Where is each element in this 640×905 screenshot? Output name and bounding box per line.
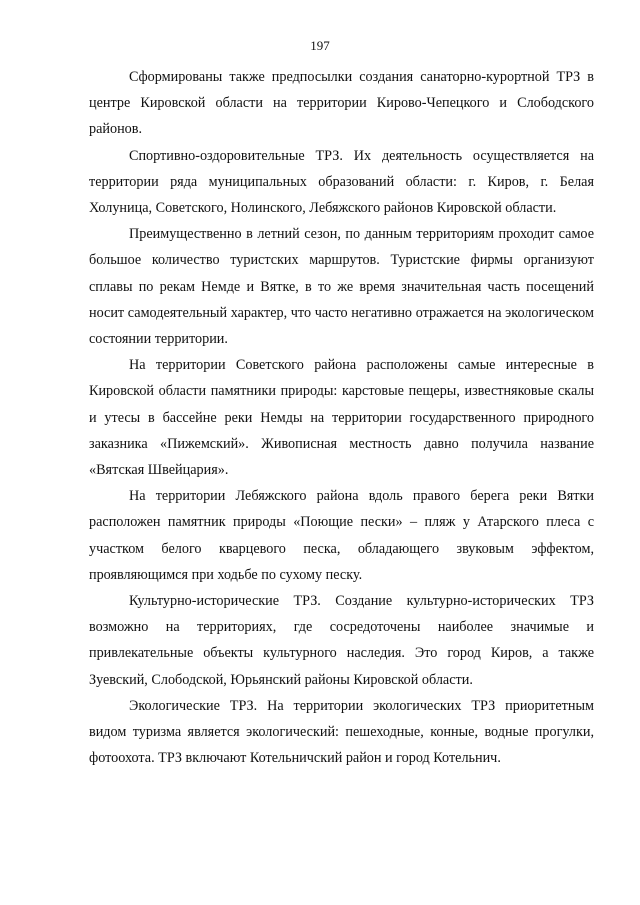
paragraph-summer-tourism: Преимущественно в летний сезон, по данным территориям проходит самое большое количество туристских маршрутов. Туристские фирмы организуют сплавы по рекам Немде и Вятке, в то же время значительная часть посещений носит самодеятельный характер, что часто негативно отражается на экологическом состоянии территории. <box>89 226 594 348</box>
paragraph-cultural-zone: Культурно-исторические ТРЗ. Создание культурно-исторических ТРЗ возможно на территориях, где сосредоточены наиболее значимые и привлекательные объекты культурного наследия. Это город Киров, а также Зуевский, Слободской, Юрьянский районы Кировской области. <box>89 593 594 688</box>
paragraph-lebyazhsky-district: На территории Лебяжского района вдоль правого берега реки Вятки расположен памятник природы «Поющие пески» – пляж у Атарского плеса с участком белого кварцевого песка, обладающего звуковым эффектом, проявляющимся при ходьбе по сухому песку. <box>89 488 594 583</box>
paragraph-ecological-zone: Экологические ТРЗ. На территории экологических ТРЗ приоритетным видом туризма является экологический: пешеходные, конные, водные прогулки, фотоохота. ТРЗ включают Котельничский район и город Котельнич. <box>89 697 594 767</box>
body-text <box>89 64 594 771</box>
paragraph-sports-zone: Спортивно-оздоровительные ТРЗ. Их деятельность осуществляется на территории ряда муниципальных образований области: г. Киров, г. Белая Холуница, Советского, Нолинского, Лебяжского районов Кировской области. <box>89 147 594 217</box>
paragraph-sanatorium-zone: Сформированы также предпосылки создания санаторно-курортной ТРЗ в центре Кировской области на территории Кирово-Чепецкого и Слободского районов. <box>89 69 594 138</box>
page-number: 197 <box>310 38 330 53</box>
paragraph-sovetsky-district: На территории Советского района расположены самые интересные в Кировской области памятники природы: карстовые пещеры, известняковые скалы и утесы в бассейне реки Немды на территории государственного природного заказника «Пижемский». Живописная местность давно получила название «Вятская Швейцария». <box>89 357 594 479</box>
